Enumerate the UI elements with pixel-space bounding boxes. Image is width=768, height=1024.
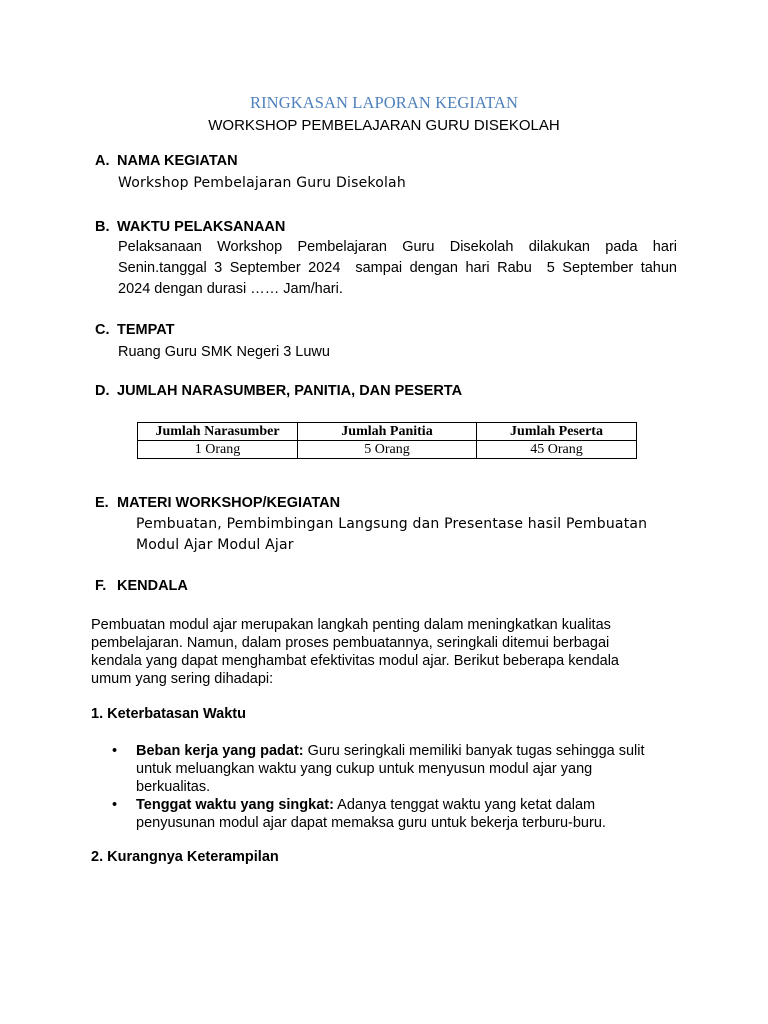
table-cell: 45 Orang bbox=[477, 441, 637, 459]
bullet-text: berkualitas. bbox=[136, 779, 211, 795]
section-title: WAKTU PELAKSANAAN bbox=[117, 219, 286, 235]
table-row bbox=[138, 441, 637, 459]
section-d-heading bbox=[95, 383, 462, 399]
bullet-text: penyusunan modul ajar dapat memaksa guru untuk bekerja terburu-buru. bbox=[136, 815, 606, 831]
activity-name: Workshop Pembelajaran Guru Disekolah bbox=[118, 175, 406, 191]
section-letter: D. bbox=[95, 383, 110, 399]
constraints-list bbox=[106, 742, 686, 832]
schedule-line-2: Senin.tanggal 3 September 2024 sampai dengan hari Rabu 5 September tahun bbox=[118, 260, 677, 276]
paragraph-line: pembelajaran. Namun, dalam proses pembuatannya, seringkali ditemui berbagai bbox=[91, 635, 610, 651]
participants-table bbox=[137, 422, 637, 459]
schedule-line-1: Pelaksanaan Workshop Pembelajaran Guru Disekolah dilakukan pada hari bbox=[118, 239, 677, 255]
bullet-text: Guru seringkali memiliki banyak tugas sehingga sulit bbox=[303, 743, 645, 759]
table-cell: 5 Orang bbox=[298, 441, 477, 459]
table-cell: 1 Orang bbox=[138, 441, 298, 459]
section-e-heading bbox=[95, 495, 340, 511]
schedule-line-3: 2024 dengan durasi …… Jam/hari. bbox=[118, 281, 343, 297]
bullet-bold-label: Tenggat waktu yang singkat: bbox=[136, 797, 334, 813]
paragraph-line: umum yang sering dihadapi: bbox=[91, 671, 274, 687]
table-header-cell: Jumlah Narasumber bbox=[138, 423, 298, 441]
constraints-paragraph bbox=[91, 616, 651, 688]
section-title: NAMA KEGIATAN bbox=[117, 153, 238, 169]
section-a-heading bbox=[95, 153, 238, 169]
bullet-text: Adanya tenggat waktu yang ketat dalam bbox=[333, 797, 596, 813]
section-title: KENDALA bbox=[117, 578, 188, 594]
report-subtitle: WORKSHOP PEMBELAJARAN GURU DISEKOLAH bbox=[208, 117, 560, 134]
section-letter: C. bbox=[95, 322, 110, 338]
list-item bbox=[106, 742, 686, 796]
list-item bbox=[106, 796, 686, 832]
bullet-icon: • bbox=[112, 743, 118, 759]
material-line-2: Modul Ajar Modul Ajar bbox=[136, 537, 294, 553]
subheading-skills: 2. Kurangnya Keterampilan bbox=[91, 849, 279, 865]
bullet-icon: • bbox=[112, 797, 118, 813]
section-title: JUMLAH NARASUMBER, PANITIA, DAN PESERTA bbox=[117, 383, 463, 399]
table-header-cell: Jumlah Peserta bbox=[477, 423, 637, 441]
venue-text: Ruang Guru SMK Negeri 3 Luwu bbox=[118, 344, 330, 360]
bullet-bold-label: Beban kerja yang padat: bbox=[136, 743, 304, 759]
subheading-time-limits: 1. Keterbatasan Waktu bbox=[91, 706, 246, 722]
paragraph-line: Pembuatan modul ajar merupakan langkah penting dalam meningkatkan kualitas bbox=[91, 617, 611, 633]
material-line-1: Pembuatan, Pembimbingan Langsung dan Presentase hasil Pembuatan bbox=[136, 516, 648, 532]
paragraph-line: kendala yang dapat menghambat efektivitas modul ajar. Berikut beberapa kendala bbox=[91, 653, 619, 669]
material-text bbox=[136, 514, 647, 556]
section-title: MATERI WORKSHOP/KEGIATAN bbox=[117, 495, 341, 511]
section-c-heading bbox=[95, 322, 174, 338]
section-b-heading bbox=[95, 219, 285, 235]
table-header-cell: Jumlah Panitia bbox=[298, 423, 477, 441]
report-title: RINGKASAN LAPORAN KEGIATAN bbox=[249, 93, 519, 112]
schedule-text bbox=[118, 237, 677, 300]
table-header-row bbox=[138, 423, 637, 441]
section-letter: F. bbox=[95, 578, 107, 594]
section-title: TEMPAT bbox=[117, 322, 175, 338]
bullet-text: untuk meluangkan waktu yang cukup untuk menyusun modul ajar yang bbox=[136, 761, 593, 777]
section-letter: A. bbox=[95, 153, 110, 169]
section-letter: E. bbox=[95, 495, 109, 511]
section-letter: B. bbox=[95, 219, 110, 235]
section-f-heading bbox=[95, 578, 188, 594]
